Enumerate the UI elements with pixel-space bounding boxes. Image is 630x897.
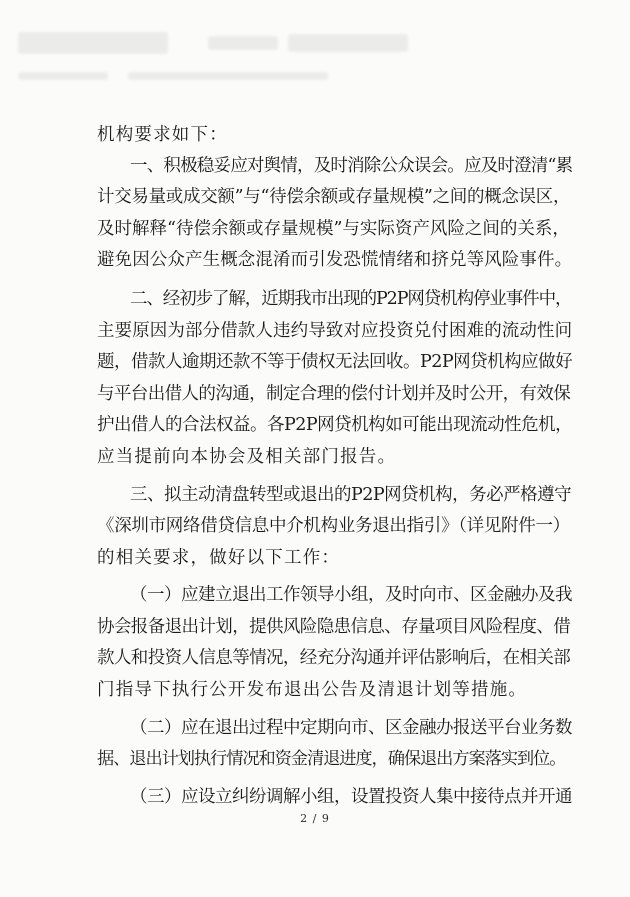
text-line: 协会报备退出计划，提供风险隐患信息、存量项目风险程度、借 [97, 617, 571, 637]
text-line: 与平台出借人的沟通，制定合理的偿付计划并及时公开，有效保 [97, 384, 571, 404]
text-line: 计交易量或成交额”与“待偿余额或存量规模”之间的概念误区， [97, 187, 571, 207]
page-number: 2 / 9 [300, 812, 330, 825]
text-line: 应当提前向本协会及相关部门报告。 [97, 447, 397, 467]
text-line: 款人和投资人信息等情况，经充分沟通并评估影响后，在相关部 [97, 648, 571, 668]
text-line: 据、退出计划执行情况和资金清退进度，确保退出方案落实到位。 [97, 749, 566, 769]
text-line: 及时解释“待偿余额或存量规模”与实际资产风险之间的关系， [97, 219, 570, 239]
text-line: （三）应设立纠纷调解小组，设置投资人集中接待点并开通 [130, 787, 572, 807]
text-line: 主要原因为部分借款人违约导致对应投资兑付困难的流动性问 [97, 321, 573, 341]
text-line: 的相关要求，做好以下工作： [97, 548, 341, 568]
text-line: 一、积极稳妥应对舆情，及时消除公众误会。应及时澄清“累 [130, 156, 573, 176]
text-line: 三、拟主动清盘转型或退出的P2P网贷机构，务必严格遵守 [130, 485, 572, 505]
text-line: 避免因公众产生概念混淆而引发恐慌情绪和挤兑等风险事件。 [97, 250, 573, 270]
text-line: 门指导下执行公开发布退出公告及清退计划等措施。 [97, 680, 528, 700]
text-line: 护出借人的合法权益。各P2P网贷机构如可能出现流动性危机， [97, 415, 573, 435]
text-line: 机构要求如下： [97, 125, 228, 145]
text-line: （一）应建立退出工作领导小组，及时向市、区金融办及我 [130, 585, 572, 605]
scan-bleed-through [18, 26, 578, 90]
text-line: 二、经初步了解，近期我市出现的P2P网贷机构停业事件中， [130, 289, 572, 309]
text-line: （二）应在退出过程中定期向市、区金融办报送平台业务数 [130, 718, 572, 738]
text-line: 《深圳市网络借贷信息中介机构业务退出指引》（详见附件一） [97, 516, 570, 536]
text-line: 题，借款人逾期还款不等于债权无法回收。P2P网贷机构应做好 [97, 352, 573, 372]
